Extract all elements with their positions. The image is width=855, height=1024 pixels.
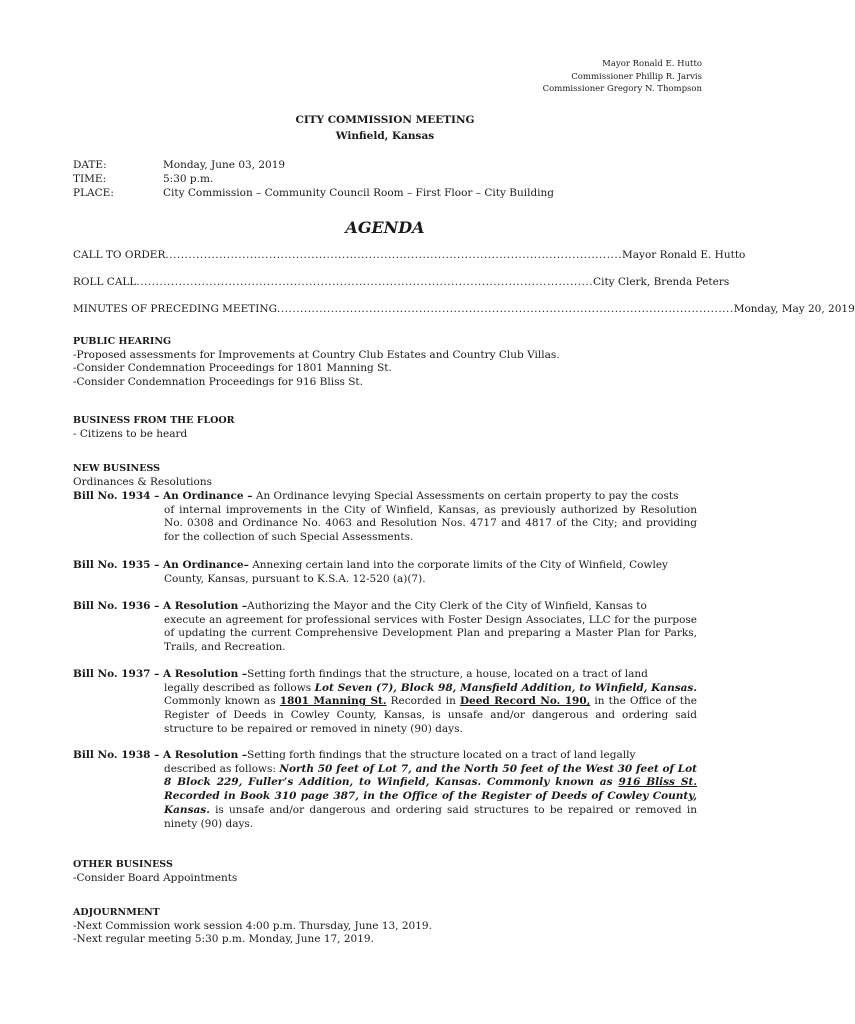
bill-number: Bill No. 1935 – An Ordinance– bbox=[73, 559, 249, 571]
meeting-location: Winfield, Kansas bbox=[335, 130, 435, 142]
bill-1935 bbox=[73, 559, 697, 586]
other-business-section bbox=[73, 858, 698, 885]
bill-text-continued: legally described as follows bbox=[164, 681, 315, 694]
new-business-heading: NEW BUSINESS bbox=[73, 463, 160, 474]
bill-text: Setting forth findings that the structure located on a tract of land legally bbox=[247, 749, 636, 761]
adjournment-section bbox=[73, 906, 698, 947]
adjournment-heading: ADJOURNMENT bbox=[73, 907, 160, 918]
bill-text-continued: described as follows: bbox=[164, 762, 280, 775]
call-to-order-label: CALL TO ORDER bbox=[73, 249, 166, 261]
roll-call-label: ROLL CALL bbox=[73, 276, 137, 288]
bill-text: Authorizing the Mayor and the City Clerk of the City of Winfield, Kansas to bbox=[247, 600, 647, 612]
time-value: 5:30 p.m. bbox=[163, 173, 214, 185]
bill-text: Annexing certain land into the corporate limits of the City of Winfield, Cowley bbox=[252, 559, 668, 571]
public-hearing-section bbox=[73, 335, 698, 390]
bill-number: Bill No. 1937 – A Resolution – bbox=[73, 668, 248, 680]
new-business-section bbox=[73, 462, 698, 489]
officials-list bbox=[543, 58, 702, 96]
bill-text-continued: in the Office of the Register of Deeds in Cowley County, Kansas, is unsafe and/or dangerous and ordering said structure to be repaired or removed in ninety (90) days. bbox=[164, 695, 697, 735]
property-address: 916 Bliss St. bbox=[618, 776, 697, 789]
date-value: Monday, June 03, 2019 bbox=[163, 159, 286, 171]
dot-leader: ....................................................................................................................... bbox=[136, 276, 594, 288]
bill-1937 bbox=[73, 668, 697, 737]
minutes-value: Monday, May 20, 2019 bbox=[733, 303, 855, 315]
public-hearing-heading: PUBLIC HEARING bbox=[73, 336, 172, 347]
public-hearing-item: -Consider Condemnation Proceedings for 1801 Manning St. bbox=[73, 362, 392, 375]
meeting-title: CITY COMMISSION MEETING bbox=[295, 114, 475, 126]
bill-1936 bbox=[73, 600, 697, 655]
date-label: DATE: bbox=[73, 159, 107, 171]
bill-text: Setting forth findings that the structure, a house, located on a tract of land bbox=[247, 668, 648, 680]
public-hearing-item: -Consider Condemnation Proceedings for 916 Bliss St. bbox=[73, 376, 363, 389]
adjournment-item: -Next regular meeting 5:30 p.m. Monday, June 17, 2019. bbox=[73, 933, 374, 946]
business-floor-section bbox=[73, 414, 698, 441]
dot-leader: ....................................................................................................................... bbox=[165, 249, 623, 261]
minutes-label: MINUTES OF PRECEDING MEETING bbox=[73, 303, 277, 315]
call-to-order-line bbox=[73, 249, 746, 261]
business-floor-item: - Citizens to be heard bbox=[73, 427, 188, 440]
minutes-line bbox=[73, 303, 855, 315]
other-business-heading: OTHER BUSINESS bbox=[73, 859, 173, 870]
dot-leader: ....................................................................................................................... bbox=[277, 303, 734, 315]
bill-number: Bill No. 1938 – A Resolution – bbox=[73, 749, 248, 761]
bill-text-continued: Recorded in bbox=[386, 695, 460, 708]
public-hearing-item: -Proposed assessments for Improvements at Country Club Estates and Country Club Villas. bbox=[73, 348, 560, 361]
official-commissioner-2: Commissioner Gregory N. Thompson bbox=[542, 84, 702, 94]
bill-text: An Ordinance levying Special Assessments on certain property to pay the costs bbox=[255, 490, 679, 502]
bill-number: Bill No. 1934 – An Ordinance – bbox=[73, 490, 253, 502]
official-commissioner-1: Commissioner Phillip R. Jarvis bbox=[571, 71, 702, 82]
agenda-heading: AGENDA bbox=[345, 218, 425, 237]
bill-text-continued: Commonly known as bbox=[164, 695, 280, 708]
deed-record: Deed Record No. 190, bbox=[459, 695, 591, 708]
business-floor-heading: BUSINESS FROM THE FLOOR bbox=[73, 415, 235, 426]
legal-description: Lot Seven (7), Block 98, Mansfield Addition, to Winfield, Kansas. bbox=[314, 681, 697, 694]
bill-1938 bbox=[73, 749, 697, 831]
official-mayor: Mayor Ronald E. Hutto bbox=[602, 59, 702, 69]
legal-description: North 50 feet of Lot 7, and the North 50 feet of the West 30 feet of Lot 8 Block 229, Fuller’s Addition, to Winfield, Kansas. Commonly known as bbox=[164, 762, 697, 789]
new-business-subheading: Ordinances & Resolutions bbox=[73, 475, 212, 488]
bill-number: Bill No. 1936 – A Resolution – bbox=[73, 600, 248, 612]
roll-call-line bbox=[73, 276, 730, 288]
roll-call-value: City Clerk, Brenda Peters bbox=[593, 276, 730, 288]
place-value: City Commission – Community Council Room – First Floor – City Building bbox=[163, 187, 555, 199]
property-address: 1801 Manning St. bbox=[279, 695, 387, 708]
bill-text-continued: is unsafe and/or dangerous and ordering said structures to be repaired or removed in ninety (90) days. bbox=[164, 803, 697, 830]
meeting-details bbox=[73, 158, 554, 200]
bill-text-continued: execute an agreement for professional services with Foster Design Associates, LLC for the purpose of updating the current Comprehensive Development Plan and preparing a Master Plan for Parks, Trails, and Recreation. bbox=[164, 613, 697, 654]
bill-text-continued: County, Kansas, pursuant to K.S.A. 12-520 (a)(7). bbox=[164, 572, 426, 585]
place-label: PLACE: bbox=[73, 187, 114, 199]
recording-info: Recorded in Book 310 page 387, in the Office of the Register of Deeds of Cowley County, Kansas. bbox=[164, 790, 697, 816]
other-business-item: -Consider Board Appointments bbox=[73, 871, 238, 884]
bill-text-continued: of internal improvements in the City of Winfield, Kansas, as previously authorized by Resolution No. 0308 and Ordinance No. 4063 and Resolution Nos. 4717 and 4817 of the City; and providing for the collection of such Special Assessments. bbox=[164, 503, 697, 544]
adjournment-item: -Next Commission work session 4:00 p.m. Thursday, June 13, 2019. bbox=[73, 919, 432, 932]
bill-1934 bbox=[73, 490, 697, 545]
call-to-order-value: Mayor Ronald E. Hutto bbox=[622, 249, 746, 261]
time-label: TIME: bbox=[73, 173, 107, 185]
